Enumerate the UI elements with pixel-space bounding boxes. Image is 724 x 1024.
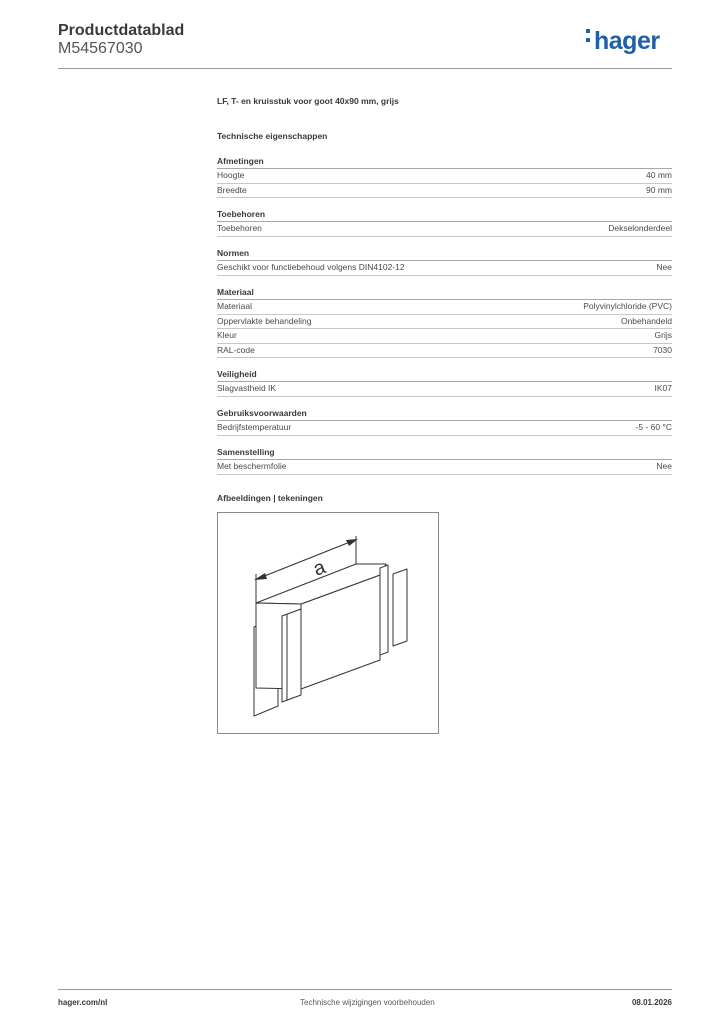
table-row xyxy=(217,421,672,436)
footer-disclaimer: Technische wijzigingen voorbehouden xyxy=(300,998,435,1007)
row-value: Onbehandeld xyxy=(620,315,672,326)
section-heading: Normen xyxy=(217,247,672,261)
footer-divider xyxy=(58,989,672,990)
right-end-plate xyxy=(393,569,407,646)
section-heading: Veiligheid xyxy=(217,368,672,382)
section-heading: Materiaal xyxy=(217,286,672,300)
left-joint-plate xyxy=(282,609,301,702)
technical-drawing-frame xyxy=(217,512,439,734)
hager-logo xyxy=(586,27,660,55)
table-row xyxy=(217,222,672,237)
table-row xyxy=(217,300,672,315)
section-gebruiksvoorwaarden xyxy=(217,407,672,436)
technical-drawing xyxy=(218,513,438,733)
section-samenstelling xyxy=(217,446,672,475)
row-label: Hoogte xyxy=(217,170,245,180)
table-row xyxy=(217,329,672,344)
section-heading: Afmetingen xyxy=(217,155,672,169)
row-value: 7030 xyxy=(653,344,672,355)
table-row xyxy=(217,184,672,199)
row-value: Nee xyxy=(656,461,672,471)
logo-colon-icon xyxy=(586,25,594,47)
row-label: Toebehoren xyxy=(217,223,262,233)
row-label: RAL-code xyxy=(217,344,255,355)
row-label: Materiaal xyxy=(217,301,252,311)
footer-date: 08.01.2026 xyxy=(631,998,672,1007)
table-row xyxy=(217,169,672,184)
row-value: 40 mm xyxy=(646,170,672,180)
page-title: Productdatablad xyxy=(58,22,185,39)
images-title: Afbeeldingen | tekeningen xyxy=(217,493,323,503)
product-title: LF, T- en kruisstuk voor goot 40x90 mm, grijs xyxy=(217,96,399,106)
row-value: 90 mm xyxy=(646,184,672,195)
section-heading: Gebruiksvoorwaarden xyxy=(217,407,672,421)
row-label: Kleur xyxy=(217,330,237,340)
section-heading: Samenstelling xyxy=(217,446,672,460)
table-row xyxy=(217,344,672,359)
table-row xyxy=(217,315,672,330)
row-value: IK07 xyxy=(654,383,672,393)
section-heading: Toebehoren xyxy=(217,208,672,222)
dimension-label: a xyxy=(310,556,329,581)
row-label: Breedte xyxy=(217,184,247,195)
right-joint-plate xyxy=(380,565,388,655)
section-veiligheid xyxy=(217,368,672,397)
row-label: Bedrijfstemperatuur xyxy=(217,422,292,432)
row-value: Grijs xyxy=(654,330,672,340)
row-label: Oppervlakte behandeling xyxy=(217,315,312,326)
row-label: Slagvastheid IK xyxy=(217,383,277,393)
logo-text: hager xyxy=(594,27,660,55)
row-value: Polyvinylchloride (PVC) xyxy=(583,301,672,311)
row-value: Nee xyxy=(656,262,672,272)
section-normen xyxy=(217,247,672,276)
row-label: Geschikt voor functiebehoud volgens DIN4102-12 xyxy=(217,262,405,272)
header-divider xyxy=(58,68,672,69)
tech-properties-title: Technische eigenschappen xyxy=(217,131,328,141)
section-afmetingen xyxy=(217,155,672,198)
product-code: M54567030 xyxy=(58,40,143,57)
section-toebehoren xyxy=(217,208,672,237)
row-value: Dekselonderdeel xyxy=(608,223,672,233)
section-materiaal xyxy=(217,286,672,358)
table-row xyxy=(217,261,672,276)
table-row xyxy=(217,460,672,475)
table-row xyxy=(217,382,672,397)
row-value: -5 - 60 °C xyxy=(635,422,672,432)
footer-website: hager.com/nl xyxy=(58,998,108,1007)
row-label: Met beschermfolie xyxy=(217,461,287,471)
